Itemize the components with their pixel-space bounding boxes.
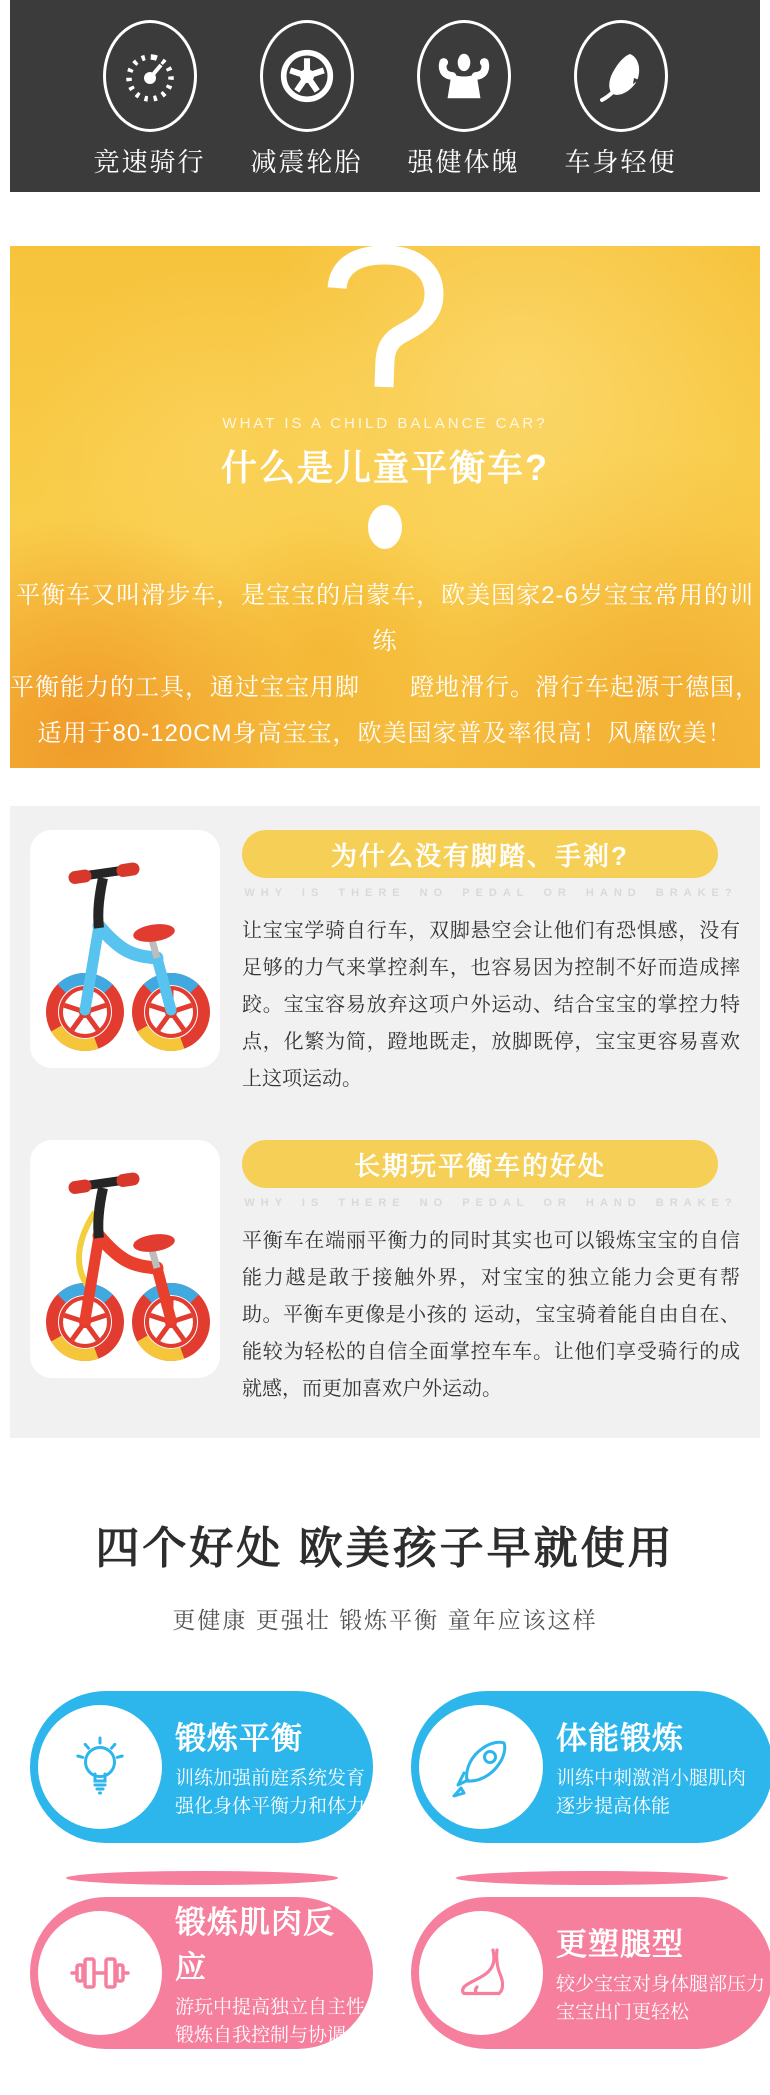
blue-bike-image [30, 830, 220, 1068]
qa-watermark: WHY IS THERE NO PEDAL OR HAND BRAKE? [244, 887, 738, 899]
qa-pill-title: 长期玩平衡车的好处 [242, 1140, 718, 1188]
muscle-icon [417, 20, 511, 132]
benefit-title: 更塑腿型 [556, 1927, 685, 1962]
feature-label: 车身轻便 [564, 147, 677, 177]
benefit-desc [175, 1765, 365, 1821]
red-bike-image [30, 1140, 220, 1378]
feature-item-strength [385, 20, 542, 179]
feature-item-lightweight [542, 20, 699, 179]
qa-pill-title: 为什么没有脚踏、手刹? [242, 830, 718, 878]
benefit-card-text [556, 1713, 746, 1821]
feature-item-racing [71, 20, 228, 179]
benefit-title: 锻炼平衡 [175, 1721, 303, 1756]
tire-icon [260, 20, 354, 132]
benefit-desc-line: 宝宝出门更轻松 [556, 2002, 690, 2023]
features-bar [10, 0, 760, 192]
card-top-arc [456, 1871, 728, 1885]
benefit-card-text [175, 1897, 365, 2050]
benefit-card-balance [30, 1691, 373, 1843]
benefit-desc [556, 1971, 765, 2027]
qa-body-text: 让宝宝学骑自行车，双脚悬空会让他们有恐惧感，没有足够的力气来掌控刹车，也容易因为控制不好而造成摔跤。宝宝容易放弃这项户外运动、结合宝宝的掌控力特点，化繁为简，蹬地既走，放脚既停，宝宝更容易喜欢上这项运动。 [242, 920, 740, 1090]
benefit-desc-line: 锻炼自我控制与协调力 [175, 2024, 366, 2046]
foot-icon [419, 1911, 543, 2035]
benefit-card-legs [411, 1897, 770, 2049]
benefit-desc-line: 较少宝宝对身体腿部压力 [556, 1974, 766, 1995]
benefit-desc [556, 1765, 746, 1821]
qa-panel [10, 806, 760, 1438]
intro-line: 平衡能力的工具，通过宝宝用脚 蹬地滑行。滑行车起源于德国， [10, 674, 760, 701]
separator-line [10, 192, 760, 196]
question-mark-dot [368, 505, 402, 549]
benefit-desc-line: 逐步提高体能 [556, 1796, 671, 1817]
lightbulb-icon [38, 1705, 162, 1829]
intro-title: 什么是儿童平衡车? [221, 447, 549, 488]
benefit-title: 锻炼肌肉反应 [175, 1904, 335, 1985]
question-mark-icon [10, 246, 760, 401]
qa-watermark: WHY IS THERE NO PEDAL OR HAND BRAKE? [244, 1197, 738, 1209]
benefit-card-fitness [411, 1691, 770, 1843]
benefit-desc-line: 强化身体平衡力和体力 [175, 1796, 366, 1817]
qa-body-text: 平衡车在端丽平衡力的同时其实也可以锻炼宝宝的自信能力越是敢于接触外界，对宝宝的独立能力会更有帮助。平衡车更像是小孩的 运动，宝宝骑着能自由自在、能较为轻松的自信全面掌控车车。让他们享受骑行的成就感，而更加喜欢户外运动。 [242, 1230, 740, 1400]
benefit-desc-line: 游玩中提高独立自主性 [175, 1996, 366, 2018]
intro-section [10, 246, 760, 768]
feather-icon [574, 20, 668, 132]
benefit-desc-line: 训练中刺激消小腿肌肉 [556, 1768, 747, 1789]
benefit-cards-grid [10, 1691, 766, 2049]
intro-line: 适用于80-120CM身高宝宝，欧美国家普及率很高！风靡欧美！ [37, 720, 733, 747]
benefit-card-text [556, 1919, 765, 2027]
dumbbell-icon [38, 1911, 162, 2035]
feature-label: 竞速骑行 [93, 147, 206, 177]
section-gap [10, 768, 760, 806]
benefits-title: 四个好处 欧美孩子早就使用 [95, 1524, 675, 1573]
benefit-title: 体能锻炼 [556, 1721, 685, 1756]
rocket-icon [419, 1705, 543, 1829]
benefit-desc [175, 1994, 365, 2050]
intro-subtitle-en: WHAT IS A CHILD BALANCE CAR? [222, 415, 548, 432]
qa-card-content [242, 1140, 740, 1408]
qa-card-content [242, 830, 740, 1098]
benefit-card-text [175, 1713, 365, 1821]
benefit-desc-line: 训练加强前庭系统发育 [175, 1768, 366, 1789]
benefit-card-muscle [30, 1897, 373, 2049]
benefits-section [10, 1438, 766, 2095]
feature-label: 强健体魄 [407, 147, 520, 177]
feature-item-tire [228, 20, 385, 179]
intro-paragraph [10, 573, 760, 757]
qa-card-benefits-longterm [30, 1140, 740, 1408]
benefits-subtitle: 更健康 更强壮 锻炼平衡 童年应该这样 [172, 1607, 598, 1633]
qa-card-no-pedal [30, 830, 740, 1098]
feature-label: 减震轮胎 [250, 147, 363, 177]
card-top-arc [66, 1871, 338, 1885]
intro-line: 平衡车又叫滑步车，是宝宝的启蒙车，欧美国家2-6岁宝宝常用的训练 [16, 582, 754, 655]
speedometer-icon [103, 20, 197, 132]
